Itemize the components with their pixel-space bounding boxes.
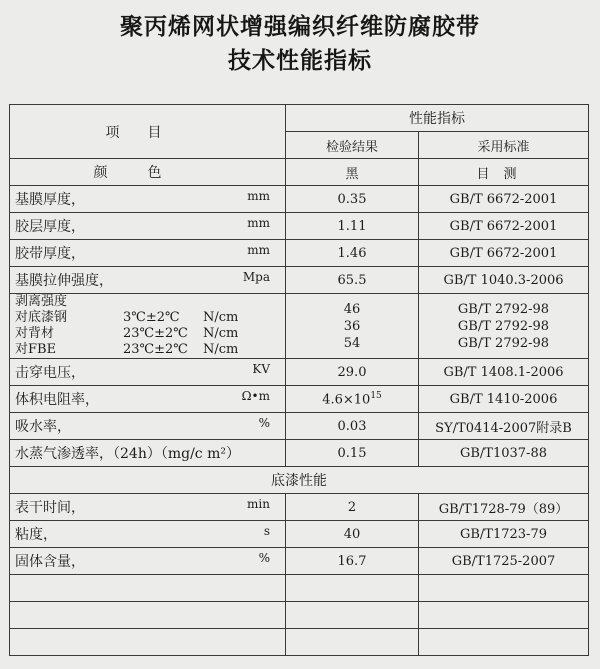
item-unit: mm bbox=[247, 243, 270, 257]
item-cell bbox=[10, 186, 286, 213]
peel-value: 46 bbox=[343, 301, 361, 317]
standard-cell: GB/T1728-79（89） bbox=[419, 494, 589, 521]
primer-section-title: 底漆性能 bbox=[10, 467, 589, 494]
item-unit: % bbox=[258, 551, 270, 565]
peel-value: 54 bbox=[343, 335, 361, 351]
item-name: 体积电阻率， bbox=[15, 392, 99, 408]
result-cell bbox=[286, 386, 419, 413]
result-header: 检验结果 bbox=[286, 132, 419, 159]
standard-cell: SY/T0414-2007附录B bbox=[419, 413, 589, 440]
result-cell bbox=[286, 240, 419, 267]
peel-label: 对FBE bbox=[15, 342, 57, 357]
item-cell bbox=[10, 494, 286, 521]
table-row bbox=[10, 521, 589, 548]
item-unit: mm bbox=[247, 189, 270, 203]
standard-cell: GB/T 1410-2006 bbox=[419, 386, 589, 413]
standard-cell: GB/T 1040.3-2006 bbox=[419, 267, 589, 294]
item-cell bbox=[10, 213, 286, 240]
peel-unit: N/cm bbox=[203, 342, 239, 357]
item-cell bbox=[10, 440, 286, 467]
item-cell bbox=[10, 359, 286, 386]
result-exponent: 15 bbox=[370, 390, 382, 401]
item-cell bbox=[10, 267, 286, 294]
document-title: 聚丙烯网状增强编织纤维防腐胶带 bbox=[120, 13, 480, 40]
item-cell bbox=[10, 240, 286, 267]
table-row bbox=[10, 548, 589, 575]
item-name: 表干时间， bbox=[15, 500, 85, 516]
rows-group-2 bbox=[10, 359, 589, 467]
item-name: 胶带厚度， bbox=[15, 246, 85, 262]
peel-row bbox=[10, 294, 589, 359]
result-cell bbox=[286, 413, 419, 440]
peel-unit: N/cm bbox=[203, 310, 239, 325]
peel-condition: 23℃±2℃ bbox=[123, 342, 188, 357]
table-row bbox=[10, 267, 589, 294]
table-row bbox=[10, 386, 589, 413]
table-row bbox=[10, 440, 589, 467]
standard-cell: GB/T1725-2007 bbox=[419, 548, 589, 575]
peel-standard: GB/T 2792-98 bbox=[457, 335, 550, 351]
item-cell bbox=[10, 548, 286, 575]
item-cell bbox=[10, 413, 286, 440]
item-name: 击穿电压， bbox=[15, 365, 85, 381]
color-standard: 目测 bbox=[419, 159, 589, 186]
rows-group-1 bbox=[10, 186, 589, 294]
result-value: 1.11 bbox=[337, 218, 367, 234]
result-cell bbox=[286, 440, 419, 467]
color-row bbox=[10, 159, 589, 186]
item-name: 胶层厚度， bbox=[15, 219, 85, 235]
result-value: 40 bbox=[343, 526, 361, 542]
document-subtitle: 技术性能指标 bbox=[228, 47, 372, 74]
standard-cell: GB/T1723-79 bbox=[419, 521, 589, 548]
empty-row bbox=[10, 602, 589, 629]
color-label: 颜色 bbox=[10, 159, 286, 186]
item-unit: KV bbox=[252, 362, 270, 376]
peel-standard: GB/T 2792-98 bbox=[457, 318, 550, 334]
item-cell bbox=[10, 521, 286, 548]
peel-label: 对背材 bbox=[15, 326, 55, 341]
spec-table bbox=[9, 104, 589, 656]
item-name: 粘度， bbox=[15, 527, 57, 543]
item-unit: s bbox=[263, 524, 270, 538]
standard-cell: GB/T 6672-2001 bbox=[419, 186, 589, 213]
result-cell bbox=[286, 521, 419, 548]
item-unit: mm bbox=[247, 216, 270, 230]
rows-group-3 bbox=[10, 494, 589, 575]
item-name: 固体含量， bbox=[15, 554, 85, 570]
peel-values bbox=[286, 294, 419, 359]
item-name: 吸水率， bbox=[15, 419, 71, 435]
result-cell bbox=[286, 548, 419, 575]
result-value: 0.35 bbox=[337, 191, 367, 207]
result-cell bbox=[286, 213, 419, 240]
standard-cell: GB/T1037-88 bbox=[419, 440, 589, 467]
peel-condition: 3℃±2℃ bbox=[123, 310, 180, 325]
item-unit: min bbox=[247, 497, 270, 511]
result-value: 65.5 bbox=[337, 272, 367, 288]
table-row bbox=[10, 413, 589, 440]
peel-line bbox=[15, 326, 280, 342]
result-value: 0.03 bbox=[337, 418, 367, 434]
peel-condition: 23℃±2℃ bbox=[123, 326, 188, 341]
item-cell bbox=[10, 386, 286, 413]
table-row bbox=[10, 240, 589, 267]
result-cell bbox=[286, 186, 419, 213]
result-value: 2 bbox=[347, 499, 357, 515]
peel-unit: N/cm bbox=[203, 326, 239, 341]
table-row bbox=[10, 213, 589, 240]
color-value: 黑 bbox=[286, 159, 419, 186]
result-value: 16.7 bbox=[337, 553, 367, 569]
item-name: 基膜厚度， bbox=[15, 192, 85, 208]
peel-label: 对底漆钢 bbox=[15, 310, 68, 325]
item-name: 水蒸气渗透率，（24h）（mg/c m²） bbox=[15, 446, 240, 462]
peel-lines bbox=[15, 310, 280, 358]
primer-section-row bbox=[10, 467, 589, 494]
peel-value: 36 bbox=[343, 318, 361, 334]
performance-header: 性能指标 bbox=[286, 105, 589, 132]
item-unit: Ω•m bbox=[241, 389, 270, 403]
result-value: 4.6×10 bbox=[322, 392, 371, 408]
peel-line bbox=[15, 310, 280, 326]
standard-cell: GB/T 1408.1-2006 bbox=[419, 359, 589, 386]
item-header: 项目 bbox=[10, 105, 286, 159]
result-cell bbox=[286, 359, 419, 386]
result-value: 1.46 bbox=[337, 245, 367, 261]
result-cell bbox=[286, 494, 419, 521]
item-unit: % bbox=[258, 416, 270, 430]
peel-line bbox=[15, 342, 280, 358]
table-row bbox=[10, 494, 589, 521]
result-value: 29.0 bbox=[337, 364, 367, 380]
empty-row bbox=[10, 629, 589, 656]
result-value: 0.15 bbox=[337, 445, 367, 461]
empty-row bbox=[10, 575, 589, 602]
table-row bbox=[10, 186, 589, 213]
standard-cell: GB/T 6672-2001 bbox=[419, 213, 589, 240]
peel-title: 剥离强度 bbox=[15, 294, 68, 309]
peel-standard: GB/T 2792-98 bbox=[457, 301, 550, 317]
standard-cell: GB/T 6672-2001 bbox=[419, 240, 589, 267]
item-name: 基膜拉伸强度， bbox=[15, 273, 113, 289]
table-row bbox=[10, 359, 589, 386]
result-cell bbox=[286, 267, 419, 294]
header-row-1 bbox=[10, 105, 589, 132]
item-unit: Mpa bbox=[242, 270, 270, 284]
standard-header: 采用标准 bbox=[419, 132, 589, 159]
peel-item-cell bbox=[10, 294, 286, 359]
peel-standards bbox=[419, 294, 589, 359]
